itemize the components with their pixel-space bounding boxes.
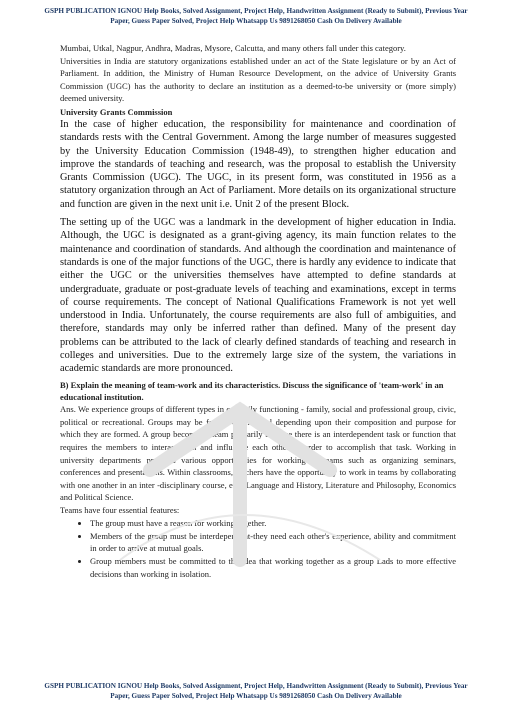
answer-paragraph: Ans. We experience groups of different types in our daily functioning - family, social and professional group, civic, political or recreational. Groups may be formal or informal depending upon their composition and purpose for which they are formed. A group becomes a team primarily because there is an interdependent task or function that requires the members to interact with and influence each other in order to accomplish that task. Working in university departments provides various opportunities for working in teams such as organizing seminars, conferences and presentations. Within classrooms, teachers have the opportunity to work in teams by collaborating with one another in an inter -disciplinary course, e.g., Language and History, Literature and Philosophy, Economics and Political Science. [60,404,456,503]
paragraph-ugc-landmark: The setting up of the UGC was a landmark in the development of higher education in India. Although, the UGC is designated as a grant-giving agency, its main function relates to the maintenance and coordination of standards. And although the coordination and maintenance of standards is one of the major functions of the UGC, there is hardly any evidence to indicate that either the UGC or the universities themselves have attempted to define standards at undergraduate, graduate or post-graduate levels of teaching and examinations, except in terms of course requirements. The concept of National Qualifications Framework is not yet well understood in India. Unfortunately, the course requirements are also full of ambiguities, and therefore, standards may only be inferred rather than defined. Many of the present day problems can be attributed to the lack of clearly defined standards of teaching and research in colleges and universities. Due to the extremely large size of the system, the variations in academic standards are more pronounced. [60,217,456,375]
list-item: • Members of the group must be interdependent-they need each other's experience, ability and commitment in order to arrive at mutual goals. [90,530,456,555]
paragraph-universities-list: Mumbai, Utkal, Nagpur, Andhra, Madras, Mysore, Calcutta, and many others fall under this category. [60,43,406,53]
footer-banner: GSPH PUBLICATION IGNOU Help Books, Solved Assignment, Project Help, Handwritten Assignment (Ready to Submit), Previous Year Paper, Guess Paper Solved, Project Help Whatsapp Us 9891268050 Cash On Delivery Available [44,682,468,700]
paragraph-statutory-organizations: Universities in India are statutory organizations established under an act of the State legislature or by an Act of Parliament. In addition, the Ministry of Human Resource Development, on the advice of University Grants Commission (UGC) has the authority to declare an institution as a deemed-to-be university or (more simply) deemed university. [60,55,456,104]
features-intro: Teams have four essential features: [60,504,180,515]
page-content [60,42,456,581]
paragraph-higher-education: In the case of higher education, the responsibility for maintenance and coordination of standards rests with the Central Government. Among the large number of measures suggested by the University Education Commission (1948-49), to strengthen higher education and improve the standards of teaching and research, was the proposal to establish the University Grants Commission (UGC). The UGC, in its present form, was constituted in 1956 as a statutory organization through an Act of Parliament. More details on its organizational structure and function are given in the next unit i.e. Unit 2 of the present Block. [60,118,456,210]
header-banner: GSPH PUBLICATION IGNOU Help Books, Solved Assignment, Project Help, Handwritten Assignment (Ready to Submit), Previous Year Paper, Guess Paper Solved, Project Help Whatsapp Us 9891268050 Cash On Delivery Available [44,7,468,25]
features-list [60,517,456,580]
list-item: • The group must have a reason for working together. [90,517,456,529]
section-heading-ugc: University Grants Commission [60,106,173,117]
question-team-work: B) Explain the meaning of team-work and its characteristics. Discuss the significance of 'team-work' in an educational institution. [60,379,444,402]
list-item: • Group members must be committed to the idea that working together as a group Lads to more effective decisions than working in isolation. [90,555,456,580]
